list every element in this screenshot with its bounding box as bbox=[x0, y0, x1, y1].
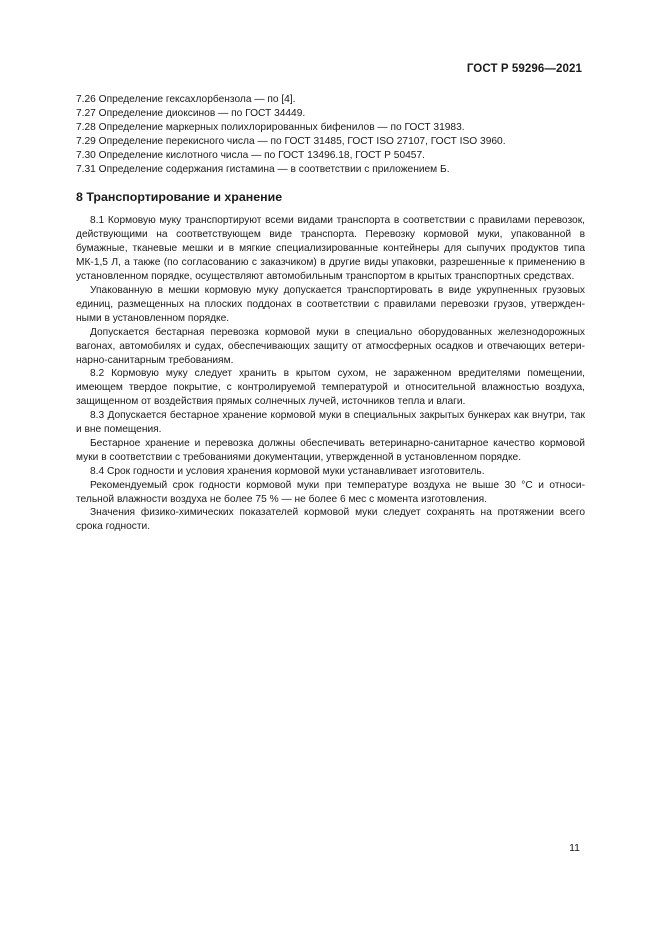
paragraph: 8.3 Допускается бестарное хранение кормовой муки в специальных закрытых бункерах как внутри, так и вне помещения. bbox=[76, 410, 585, 436]
paragraph: Рекомендуемый срок годности кормовой муки при температуре воздуха не выше 30 °С и относительной влажности воздуха не более 75 % — не более 6 мес с момента изготовления. bbox=[76, 479, 585, 505]
section-heading: 8 Транспортирование и хранение bbox=[76, 190, 283, 205]
list-item: 7.27 Определение диоксинов — по ГОСТ 34449. bbox=[76, 107, 306, 119]
list-item: 7.28 Определение маркерных полихлорированных бифенилов — по ГОСТ 31983. bbox=[76, 121, 465, 133]
list-item: 7.31 Определение содержания гистамина — в соответствии с приложением Б. bbox=[76, 163, 450, 175]
paragraph: Бестарное хранение и перевозка должны обеспечивать ветеринарно-санитарное качество кормовой муки в соответствии с требованиями документации, утвержденной в установленном порядке. bbox=[76, 437, 585, 463]
page-number: 11 bbox=[569, 842, 580, 854]
paragraph: 8.2 Кормовую муку следует хранить в крытом сухом, не зараженном вредителями помещении, имеющем твердое покрытие, с контролируемой температурой и относительной влажностью воздуха, защищенном от воздействия прямых солнечных лучей, источников тепла и влаги. bbox=[76, 368, 585, 408]
list-item: 7.30 Определение кислотного числа — по ГОСТ 13496.18, ГОСТ Р 50457. bbox=[76, 149, 425, 161]
list-item: 7.29 Определение перекисного числа — по ГОСТ 31485, ГОСТ ISO 27107, ГОСТ ISO 3960. bbox=[76, 135, 506, 147]
document-standard-code: ГОСТ Р 59296—2021 bbox=[466, 63, 582, 75]
list-item: 7.26 Определение гексахлорбензола — по [4]. bbox=[76, 94, 296, 105]
paragraph: Значения физико-химических показателей кормовой муки следует сохранять на протяжении всего срока годности. bbox=[76, 507, 585, 533]
paragraph: Допускается бестарная перевозка кормовой муки в специально оборудованных железнодорожных вагонах, автомобилях и судах, обеспечивающих защиту от атмосферных осадков и отвечающих ветеринарно-санитарным требованиям. bbox=[76, 326, 585, 366]
paragraph: 8.4 Срок годности и условия хранения кормовой муки устанавливает изготовитель. bbox=[90, 465, 485, 477]
paragraph: 8.1 Кормовую муку транспортируют всеми видами транспорта в соответствии с правилами перевозок, действующими на соответствующем виде транспорта. Перевозку кормовой муки, упакованной в бумажные, тканевые мешки и в мягкие специализированные контейнеры для сыпучих продуктов типа МК-1,5 Л, а также (по согласованию с заказчиком) в другие виды упаковки, разрешенные к применению в установленном порядке, осуществляют автомобильным транспортом в крытых транспортных средствах. bbox=[76, 215, 585, 283]
paragraph: Упакованную в мешки кормовую муку допускается транспортировать в виде укрупненных грузовых единиц, размещенных на плоских поддонах в соответствии с правилами перевозки грузов, утвержденными в установленном порядке. bbox=[76, 284, 585, 324]
section-body bbox=[76, 214, 585, 534]
page-content bbox=[76, 93, 585, 534]
method-list bbox=[76, 93, 585, 176]
